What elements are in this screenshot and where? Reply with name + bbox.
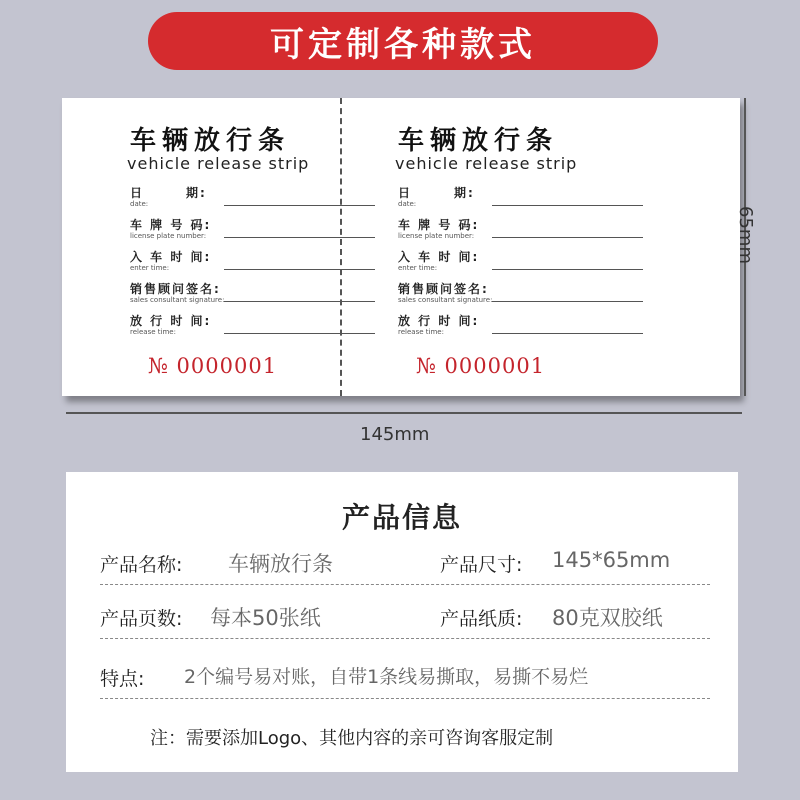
field-line [224, 237, 375, 238]
field-label-en: date: [130, 200, 149, 208]
field-label-en: release time: [398, 328, 444, 336]
width-dimension-line [66, 412, 742, 414]
info-title: 产品信息 [341, 501, 462, 534]
info-label: 产品尺寸: [440, 554, 523, 576]
field-label-en: enter time: [398, 264, 438, 272]
info-value: 2个编号易对账，自带1条线易撕取，易撕不易烂 [184, 666, 589, 688]
field-label-en: release time: [130, 328, 176, 336]
field-signature [398, 280, 643, 310]
promo-banner: 可定制各种款式 [148, 12, 658, 70]
info-row-features [100, 658, 710, 699]
field-plate [398, 216, 643, 246]
info-label: 产品名称: [100, 554, 183, 576]
info-value: 每本50张纸 [210, 606, 321, 630]
info-value: 80克双胶纸 [552, 606, 663, 630]
customization-note: 注：需要添加Logo、其他内容的亲可咨询客服定制 [150, 728, 554, 749]
field-label: 放 行 时 间: [398, 314, 480, 328]
field-line [224, 301, 375, 302]
field-line [224, 205, 375, 206]
field-date [398, 184, 643, 214]
field-label-en: enter time: [130, 264, 170, 272]
height-dimension-label: 65mm [735, 206, 756, 264]
field-plate [130, 216, 375, 246]
info-label: 产品页数: [100, 608, 183, 630]
strip-title: 车辆放行条 [130, 126, 291, 156]
release-strip-card [62, 98, 740, 396]
field-label-en: license plate number: [398, 232, 475, 240]
strip-copy-left [110, 98, 380, 396]
field-label: 销售顾问签名: [398, 282, 489, 296]
info-label: 产品纸质: [440, 608, 523, 630]
info-label: 特点: [100, 668, 145, 690]
field-line [492, 205, 643, 206]
field-label: 日 期: [130, 186, 207, 200]
field-label-en: license plate number: [130, 232, 207, 240]
field-label: 车 牌 号 码: [398, 218, 480, 232]
info-value: 145*65mm [552, 548, 671, 572]
field-enter-time [398, 248, 643, 278]
field-label-en: date: [398, 200, 417, 208]
field-label: 入 车 时 间: [398, 250, 480, 264]
strip-title: 车辆放行条 [398, 126, 559, 156]
strip-copy-right [378, 98, 648, 396]
field-line [492, 333, 643, 334]
field-label: 入 车 时 间: [130, 250, 212, 264]
strip-subtitle: vehicle release strip [395, 154, 578, 173]
product-info-panel [66, 472, 738, 772]
field-label: 车 牌 号 码: [130, 218, 212, 232]
field-line [492, 237, 643, 238]
field-signature [130, 280, 375, 310]
field-label: 放 行 时 间: [130, 314, 212, 328]
field-label-en: sales consultant signature: [398, 296, 493, 304]
field-release-time [130, 312, 375, 342]
field-label: 日 期: [398, 186, 475, 200]
field-enter-time [130, 248, 375, 278]
field-release-time [398, 312, 643, 342]
info-value: 车辆放行条 [228, 552, 333, 576]
info-row [100, 598, 710, 639]
field-line [492, 301, 643, 302]
info-row [100, 544, 710, 585]
strip-subtitle: vehicle release strip [127, 154, 310, 173]
field-label-en: sales consultant signature: [130, 296, 225, 304]
width-dimension-label: 145mm [360, 424, 430, 445]
field-line [492, 269, 643, 270]
field-line [224, 269, 375, 270]
field-label: 销售顾问签名: [130, 282, 221, 296]
serial-number: № 0000001 [148, 354, 278, 378]
field-date [130, 184, 375, 214]
field-line [224, 333, 375, 334]
serial-number: № 0000001 [416, 354, 546, 378]
